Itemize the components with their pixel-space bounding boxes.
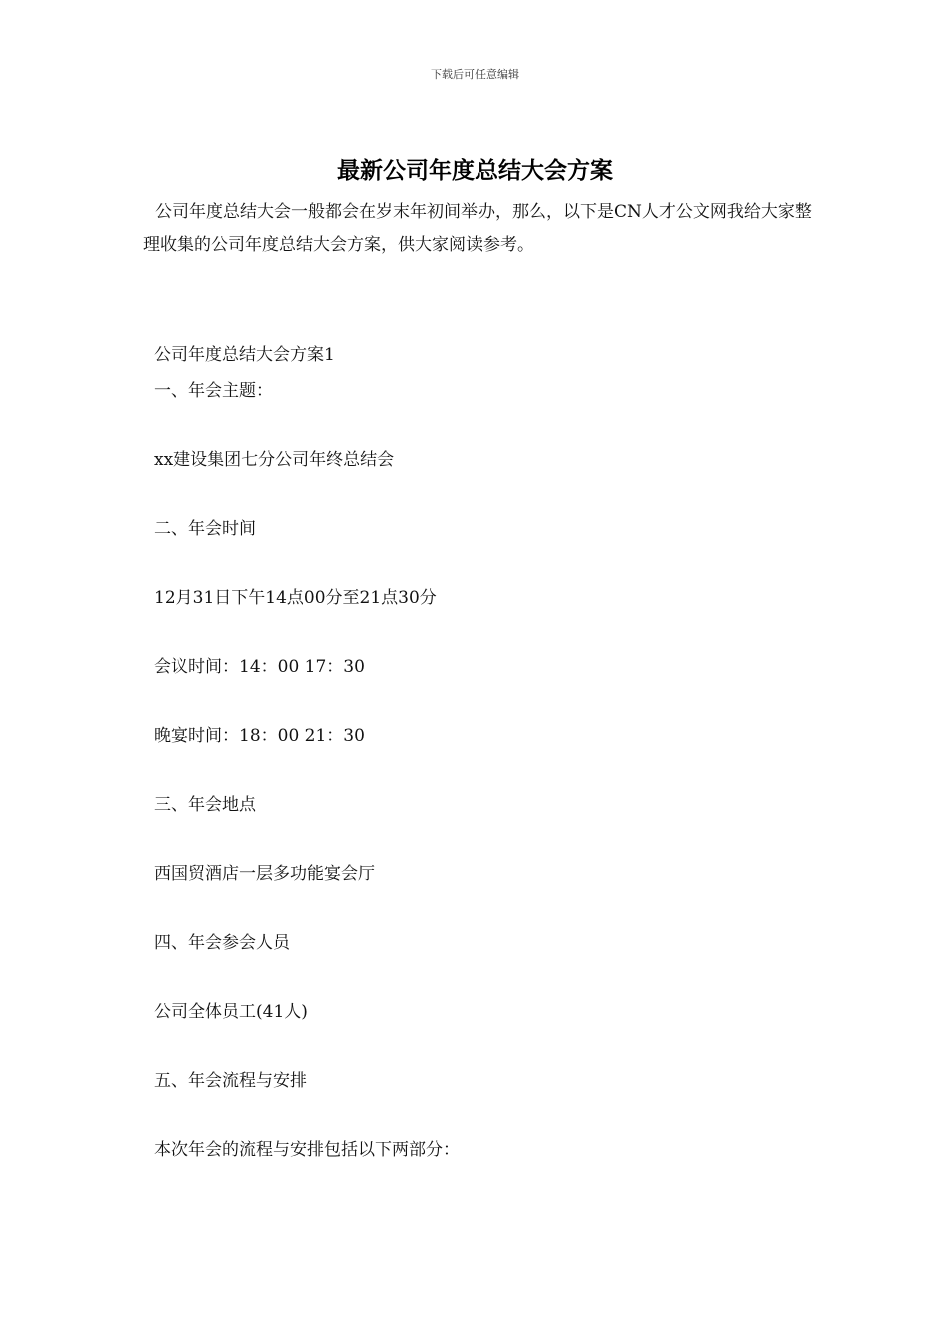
intro-paragraph: 公司年度总结大会一般都会在岁末年初间举办，那么，以下是CN人才公文网我给大家整理收集的公司年度总结大会方案，供大家阅读参考。 [143, 202, 812, 255]
theme-text: xx建设集团七分公司年终总结会 [154, 450, 395, 470]
attendees-text: 公司全体员工(41人) [154, 1002, 308, 1022]
meeting-time-text: 会议时间：14：00 17：30 [154, 657, 365, 677]
process-text: 本次年会的流程与安排包括以下两部分： [154, 1140, 460, 1160]
heading-time: 二、年会时间 [154, 519, 256, 539]
section-heading-plan-1: 公司年度总结大会方案1 [154, 345, 335, 365]
heading-process: 五、年会流程与安排 [154, 1071, 307, 1091]
time-text: 12月31日下午14点00分至21点30分 [154, 588, 437, 608]
heading-attendees: 四、年会参会人员 [154, 933, 290, 953]
banquet-time-text: 晚宴时间：18：00 21：30 [154, 726, 365, 746]
header-note: 下载后可任意编辑 [431, 68, 519, 81]
heading-location: 三、年会地点 [154, 795, 256, 815]
location-text: 西国贸酒店一层多功能宴会厅 [154, 864, 375, 884]
heading-theme: 一、年会主题： [154, 381, 273, 401]
document-title: 最新公司年度总结大会方案 [337, 157, 613, 184]
